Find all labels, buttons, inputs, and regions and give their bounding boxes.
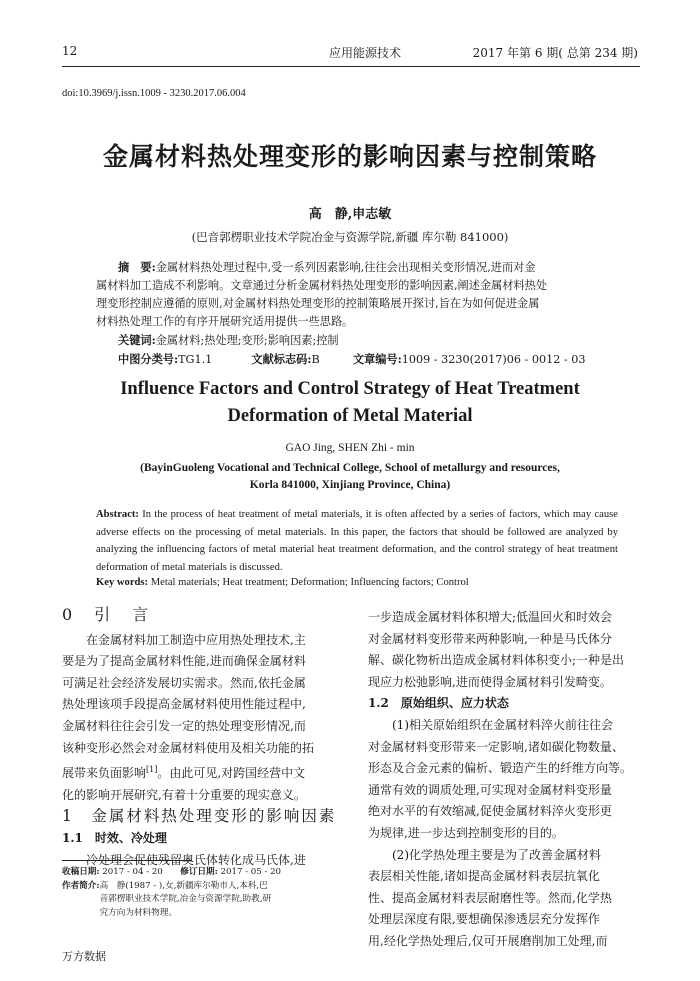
authors-en: GAO Jing, SHEN Zhi - min — [285, 442, 415, 454]
page-number: 12 — [62, 44, 78, 58]
affiliation-en-line2: Korla 841000, Xinjiang Province, China) — [249, 479, 451, 491]
body-line: 性、提高金属材料表层耐磨性等。然而,化学热 — [368, 890, 612, 905]
abstract-en-text: In the process of heat treatment of metal materials, it is often affected by a series of factors, which may cause adverse effects on the processing of metal materials. In this paper, the factors that should be followed are analyzed by analyzing the influencing factors of metal material heat treatment deformation, and the control strategy of heat treatment deformation of metal materials is discussed. — [96, 509, 618, 573]
body-line: 现应力松弛影响,进而使得金属材料引发畸变。 — [368, 674, 612, 689]
body-line: 要是为了提高金属材料性能,进而确保金属材料 — [62, 654, 306, 669]
author-bio-line: 究方向为材料物理。 — [99, 907, 177, 918]
section-1-heading: 1 金属材料热处理变形的影响因素 — [62, 807, 337, 826]
subsection-1-2-heading: 1.2 原始组织、应力状态 — [368, 696, 509, 711]
body-line: 对金属材料变形带来一定影响,诸如碳化物数量、 — [368, 739, 624, 754]
keywords-en: Metal materials; Heat treatment; Deformation; Influencing factors; Control — [150, 577, 469, 588]
section-0-heading: 0 引 言 — [62, 605, 152, 624]
affiliation-cn: (巴音郭楞职业技术学院冶金与资源学院,新疆 库尔勒 841000) — [191, 230, 509, 244]
abstract-en-label: Abstract: — [96, 509, 139, 520]
body-line: 通常有效的调质处理,可实现对金属材料变形量 — [368, 782, 612, 797]
keywords-cn-label: 关键词: — [118, 333, 156, 347]
author-bio-line: 高 静(1987 - ),女,新疆库尔勒市人,本科,巴 — [99, 880, 268, 891]
keywords-en-label: Key words: — [96, 577, 149, 588]
footnote — [62, 866, 352, 920]
body-line: 金属材料往往会引发一定的热处理变形情况,而 — [62, 718, 306, 733]
body-line: (2)化学热处理主要是为了改善金属材料 — [392, 847, 601, 862]
keywords-cn: 金属材料;热处理;变形;影响因素;控制 — [155, 334, 339, 347]
citation[interactable]: [1] — [146, 765, 158, 775]
article-no-label: 文章编号: — [352, 352, 402, 366]
journal-name: 应用能源技术 — [328, 46, 401, 60]
abstract-cn-line: 属材料加工造成不利影响。文章通过分析金属材料热处理变形的影响因素,阐述金属材料热处 — [96, 279, 548, 292]
received-date: 2017 - 04 - 20 — [102, 867, 163, 877]
body-line: 解、碳化物析出造成金属材料体积变小;一种是出 — [368, 653, 625, 668]
title-en-line1: Influence Factors and Control Strategy of Heat Treatment — [120, 379, 580, 399]
title-cn: 金属材料热处理变形的影响因素与控制策略 — [102, 142, 597, 171]
body-line: 用,经化学热处理后,仅可开展磨削加工处理,而 — [368, 933, 608, 948]
clc-label: 中图分类号: — [118, 352, 179, 366]
issue-info: 2017 年第 6 期( 总第 234 期) — [472, 46, 638, 60]
body-line: 化的影响开展研究,有着十分重要的现实意义。 — [62, 787, 306, 802]
body-line: 一步造成金属材料体积增大;低温回火和时效会 — [368, 610, 613, 624]
affiliation-en-line1: (BayinGuoleng Vocational and Technical College, School of metallurgy and resources, — [140, 462, 560, 474]
body-line: 对金属材料变形带来两种影响,一种是马氏体分 — [368, 631, 612, 646]
author-bio-label: 作者简介: — [62, 880, 100, 891]
body-line: 在金属材料加工制造中应用热处理技术,主 — [86, 632, 306, 647]
body-line-with-citation — [62, 759, 352, 785]
body-line: 绝对水平的有效缩减,促使金属材料淬火变形更 — [368, 804, 612, 819]
body-text: 。由此可见,对跨国经营中文 — [157, 766, 306, 781]
body-right-column — [368, 607, 640, 953]
revised-label: 修订日期: — [180, 867, 218, 877]
body-line: 可满足社会经济发展切实需求。然而,依托金属 — [62, 675, 306, 690]
header-rule — [62, 66, 640, 67]
footnote-rule — [62, 860, 192, 861]
footer-watermark: 万方数据 — [62, 950, 106, 963]
body-line: 处理层深度有限,要想确保渗透层充分发挥作 — [368, 912, 600, 927]
abstract-cn-line: 材料热处理工作的有序开展研究适用提供一些思路。 — [96, 315, 354, 328]
keywords-en-block — [96, 577, 618, 588]
abstract-cn-line: 金属材料热处理过程中,受一系列因素影响,往往会出现相关变形情况,进而对金 — [155, 261, 536, 274]
doc-code-value: B — [311, 353, 320, 366]
abstract-en — [96, 506, 618, 576]
received-label: 收稿日期: — [62, 867, 100, 877]
affiliation-en — [0, 460, 700, 494]
abstract-cn — [96, 258, 618, 369]
article-no-value: 1009 - 3230(2017)06 - 0012 - 03 — [401, 353, 586, 366]
subsection-1-1-heading: 1.1 时效、冷处理 — [62, 830, 167, 845]
body-line: 冷处理会促使残留奥氏体转化成马氏体,进 — [86, 852, 306, 867]
body-line: 该种变形必然会对金属材料使用及相关功能的拓 — [62, 740, 315, 755]
body-line: 形态及合金元素的偏析、锻造产生的纤维方向等。 — [368, 761, 633, 776]
doi: doi:10.3969/j.issn.1009 - 3230.2017.06.004 — [62, 88, 246, 99]
body-line: 为规律,进一步达到控制变形的目的。 — [368, 825, 564, 840]
abstract-cn-label: 摘 要: — [118, 260, 156, 274]
authors-cn: 高 静,申志敏 — [308, 207, 392, 222]
title-en-line2: Deformation of Metal Material — [227, 406, 473, 426]
body-line: 热处理该项手段提高金属材料使用性能过程中, — [62, 697, 306, 712]
body-line: (1)相关原始组织在金属材料淬火前往往会 — [392, 717, 613, 732]
abstract-cn-line: 理变形控制应遵循的原则,对金属材料热处理变形的控制策略展开探讨,旨在为如何促进金属 — [96, 297, 540, 310]
body-line: 表层相关性能,诸如提高金属材料表层抗氧化 — [368, 869, 600, 884]
doc-code-label: 文献标志码: — [251, 352, 312, 366]
revised-date: 2017 - 05 - 20 — [220, 867, 282, 877]
body-left-column — [62, 604, 352, 871]
clc-value: TG1.1 — [178, 353, 213, 366]
author-bio-line: 音郭楞职业技术学院,冶金与资源学院,助教,研 — [99, 894, 272, 904]
body-text: 展带来负面影响 — [62, 766, 147, 781]
